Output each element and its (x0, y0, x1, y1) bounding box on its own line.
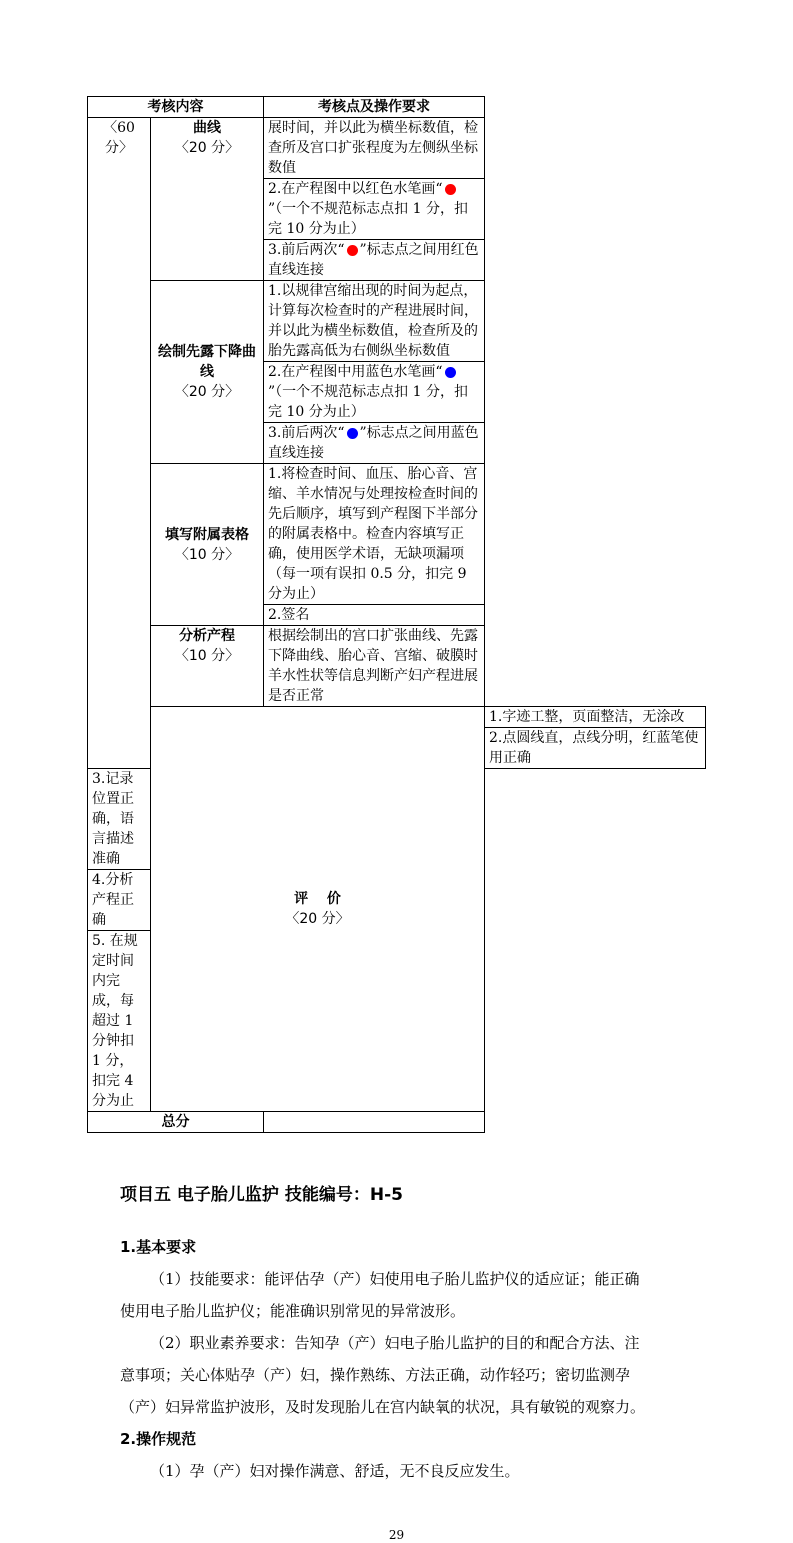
header-requirements: 考核点及操作要求 (264, 97, 485, 118)
red-dot-icon (445, 184, 456, 195)
group-name: 曲线 〈20 分〉 (151, 118, 264, 281)
paragraph: （产）妇异常监护波形，及时发现胎儿在宫内缺氧的状况，具有敏锐的观察力。 (120, 1398, 646, 1416)
paragraph: 使用电子胎儿监护仪；能准确识别常见的异常波形。 (120, 1302, 466, 1320)
item: 2.点圆线直，点线分明，红蓝笔使用正确 (485, 728, 706, 769)
total-label: 总分 (88, 1112, 264, 1133)
paragraph: （1）孕（产）妇对操作满意、舒适，无不良反应发生。 (150, 1462, 520, 1480)
item: 2.在产程图中用蓝色水笔画“”（一个不规范标志点扣 1 分，扣完 10 分为止） (264, 362, 485, 423)
item: 展时间，并以此为横坐标数值，检查所及宫口扩张程度为左侧纵坐标数值 (264, 118, 485, 179)
item: 1.将检查时间、血压、胎心音、宫缩、羊水情况与处理按检查时间的先后顺序，填写到产程图下半部分的附属表格中。检查内容填写正确，使用医学术语，无缺项漏项（每一项有误扣 0.5 分，扣完 9 分为止） (264, 464, 485, 605)
assessment-table (87, 96, 706, 1133)
section-operation-spec: 2.操作规范 (120, 1430, 197, 1448)
project-title: 项目五 电子胎儿监护 技能编号：H-5 (120, 1185, 403, 1205)
item: 5. 在规定时间内完成，每超过 1 分钟扣 1 分，扣完 4 分为止 (88, 931, 151, 1112)
page-number: 29 (388, 1528, 405, 1542)
item: 2.在产程图中以红色水笔画“”（一个不规范标志点扣 1 分，扣完 10 分为止） (264, 179, 485, 240)
section-basic-requirements: 1.基本要求 (120, 1238, 197, 1256)
group-name: 分析产程 〈10 分〉 (151, 626, 264, 707)
red-dot-icon (347, 245, 358, 256)
blue-dot-icon (445, 367, 456, 378)
item: 3.前后两次“ ”标志点之间用蓝色直线连接 (264, 423, 485, 464)
paragraph: 意事项；关心体贴孕（产）妇，操作熟练、方法正确，动作轻巧；密切监测孕 (120, 1366, 631, 1384)
item: 2.签名 (264, 605, 485, 626)
item: 3.记录位置正确，语言描述准确 (88, 769, 151, 870)
item: 1.以规律宫缩出现的时间为起点，计算每次检查时的产程进展时间，并以此为横坐标数值，检查所及的胎先露高低为右侧纵坐标数值 (264, 281, 485, 362)
item: 4.分析产程正确 (88, 870, 151, 931)
item: 根据绘制出的宫口扩张曲线、先露下降曲线、胎心音、宫缩、破膜时羊水性状等信息判断产妇产程进展是否正常 (264, 626, 485, 707)
blue-dot-icon (347, 428, 358, 439)
section-score: 〈60 分〉 (88, 118, 151, 769)
evaluation-label: 评 价 〈20 分〉 (151, 707, 485, 1112)
group-name: 填写附属表格 〈10 分〉 (151, 464, 264, 626)
item: 1.字迹工整，页面整洁，无涂改 (485, 707, 706, 728)
paragraph: （1）技能要求：能评估孕（产）妇使用电子胎儿监护仪的适应证；能正确 (150, 1270, 640, 1288)
body-text (120, 1183, 720, 1487)
paragraph: （2）职业素养要求：告知孕（产）妇电子胎儿监护的目的和配合方法、注 (150, 1334, 640, 1352)
header-content: 考核内容 (88, 97, 264, 118)
group-name: 绘制先露下降曲线 〈20 分〉 (151, 281, 264, 464)
item: 3.前后两次“ ”标志点之间用红色直线连接 (264, 240, 485, 281)
total-value (264, 1112, 485, 1133)
